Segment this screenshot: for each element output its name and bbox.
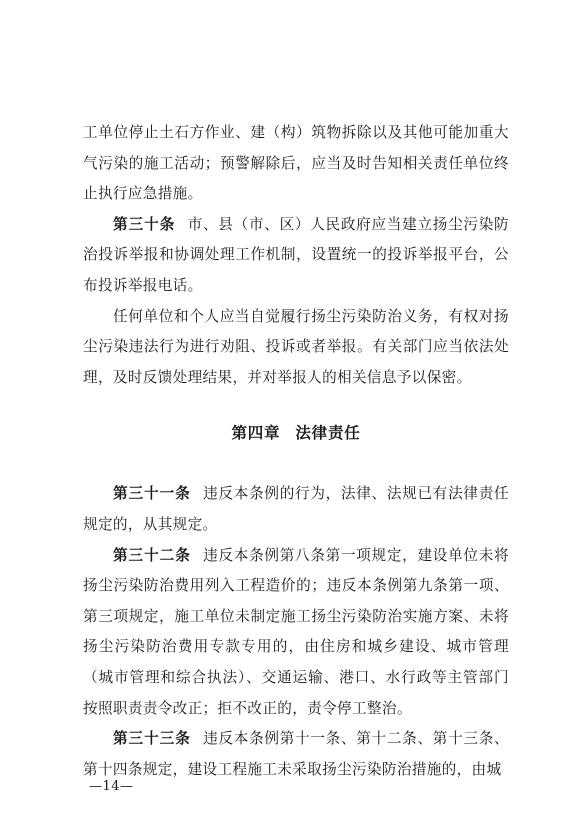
chapter-heading	[83, 418, 509, 448]
article-text: 违反本条例的行为，法律、法规已有法律责任规定的，从其规定。	[83, 485, 509, 533]
article-32	[83, 541, 509, 725]
paragraph-text: 工单位停止土石方作业、建（构）筑物拆除以及其他可能加重大气污染的施工活动；预警解除后，应当及时告知相关责任单位终止执行应急措施。	[83, 124, 509, 203]
article-text: 违反本条例第十一条、第十二条、第十三条、第十四条规定，建设工程施工未采取扬尘污染防治措施的，由城	[83, 730, 509, 778]
page-number: —14—	[89, 779, 134, 794]
paragraph-continuation	[83, 118, 509, 210]
document-body	[83, 118, 509, 785]
paragraph-text: 任何单位和个人应当自觉履行扬尘污染防治义务，有权对扬尘污染违法行为进行劝阻、投诉或者举报。有关部门应当依法处理，及时反馈处理结果，并对举报人的相关信息予以保密。	[83, 307, 509, 386]
article-number: 第三十二条	[113, 546, 191, 564]
article-31	[83, 479, 509, 540]
article-text: 违反本条例第八条第一项规定，建设单位未将扬尘污染防治费用列入工程造价的；违反本条例第九条第一项、第三项规定，施工单位未制定施工扬尘污染防治实施方案、未将扬尘污染防治费用专款专用的，由住房和城乡建设、城市管理（城市管理和综合执法）、交通运输、港口、水行政等主管部门按照职责责令改正；拒不改正的，责令停工整治。	[83, 546, 509, 717]
article-number: 第三十一条	[113, 485, 191, 503]
paragraph-reporting-duty	[83, 302, 509, 394]
article-30	[83, 210, 509, 302]
article-number: 第三十三条	[113, 730, 191, 748]
article-text: 市、县（市、区）人民政府应当建立扬尘污染防治投诉举报和协调处理工作机制，设置统一的投诉举报平台，公布投诉举报电话。	[83, 215, 509, 294]
chapter-number: 第四章	[231, 424, 281, 443]
article-33	[83, 724, 509, 785]
article-number: 第三十条	[113, 215, 176, 233]
chapter-title: 法律责任	[295, 424, 361, 443]
